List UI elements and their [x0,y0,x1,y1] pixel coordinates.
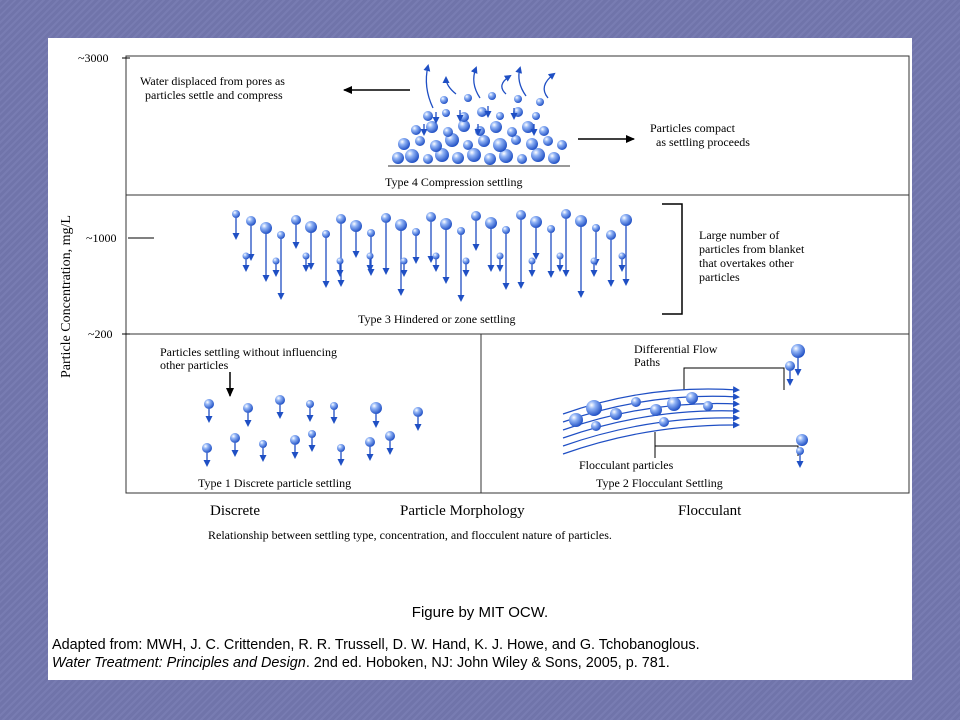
particle [575,215,587,227]
adapted-line-2 [52,654,912,672]
particle [337,444,345,452]
slide [48,38,912,680]
particle [531,148,545,162]
particle [478,135,490,147]
figure-caption: Relationship between settling type, concentration, and flocculent nature of particles. [208,528,612,542]
type1-panel [160,345,423,490]
particle [650,404,662,416]
type4-panel [140,66,750,189]
particle [305,221,317,233]
particle [308,430,316,438]
particle [457,227,465,235]
adapted-publication: . 2nd ed. Hoboken, NJ: John Wiley & Sons, 2005, p. 781. [305,655,670,671]
particle [259,440,267,448]
adapted-citation [52,636,912,672]
particle [557,140,567,150]
particle [405,149,419,163]
particle [413,407,423,417]
particle [463,258,470,265]
type3-label-4: particles [699,270,740,284]
type1-particles [202,395,423,465]
particle [536,98,544,106]
water-path [474,68,480,98]
particle [401,258,408,265]
particle [365,437,375,447]
particle [367,253,374,260]
particle [411,125,421,135]
particle [330,402,338,410]
type4-title: Type 4 Compression settling [385,175,523,189]
particle [350,220,362,232]
particle [385,431,395,441]
particle [467,148,481,162]
particle [557,253,564,260]
particle [275,395,285,405]
y-tick-3000: ~3000 [78,51,109,65]
particle [303,253,310,260]
particle [543,136,553,146]
particle [202,443,212,453]
particle [517,154,527,164]
type2-label-flow-2: Paths [634,355,661,369]
particle [291,215,301,225]
particle [430,140,442,152]
particle [475,126,485,136]
particle [606,230,616,240]
particle [232,210,240,218]
type2-particles [569,344,808,466]
particle [591,258,598,265]
type2-flow-paths [563,389,738,454]
particle [529,258,536,265]
particle [277,231,285,239]
particle [306,400,314,408]
type3-panel [232,204,805,326]
particle [561,209,571,219]
type3-title: Type 3 Hindered or zone settling [358,312,516,326]
particle [392,152,404,164]
particle [484,153,496,165]
particle [440,218,452,230]
particle [485,217,497,229]
particle [686,392,698,404]
particle [507,127,517,137]
y-tick-1000: ~1000 [86,231,117,245]
particle [412,228,420,236]
particle [290,435,300,445]
particle [204,399,214,409]
particle [398,138,410,150]
particle [440,96,448,104]
particle [477,107,487,117]
particle [619,253,626,260]
x-axis-left: Discrete [210,503,260,519]
particle [370,402,382,414]
particle [532,112,540,120]
particle [502,226,510,234]
water-path [426,66,433,108]
particle [443,127,453,137]
particle [526,138,538,150]
type2-label-flow-1: Differential Flow [634,342,718,356]
type3-label-1: Large number of [699,228,780,242]
particle [230,433,240,443]
x-axis-right: Flocculant [678,503,742,519]
particle [530,216,542,228]
particle [610,408,622,420]
particle [442,109,450,117]
particle [796,447,804,455]
particle [423,111,433,121]
x-axis-center: Particle Morphology [400,503,525,519]
particle [496,112,504,120]
type2-floc-bracket [655,432,798,456]
particle [395,219,407,231]
particle [426,121,438,133]
y-axis-label: Particle Concentration, mg/L [59,215,74,378]
type3-bracket [662,204,682,314]
particle [514,95,522,103]
type2-title: Type 2 Flocculant Settling [596,476,723,490]
particle [426,212,436,222]
particle [243,403,253,413]
particle [547,225,555,233]
particle [493,138,507,152]
type1-label-2: other particles [160,358,229,372]
particle [785,361,795,371]
particle [464,94,472,102]
type4-label-right-1: Particles compact [650,121,735,135]
particle [260,222,272,234]
particle [452,152,464,164]
particle [243,253,250,260]
particle [367,229,375,237]
particle [522,121,534,133]
type1-title: Type 1 Discrete particle settling [198,476,352,490]
particle [631,397,641,407]
particle [586,400,602,416]
type2-label-floc: Flocculant particles [579,458,674,472]
water-path [519,68,526,96]
type3-label-2: particles from blanket [699,242,805,256]
water-path [544,74,554,98]
particle [433,253,440,260]
particle [336,214,346,224]
type1-label-1: Particles settling without influencing [160,345,337,359]
particle [471,211,481,221]
water-path [502,76,510,94]
particle [796,434,808,446]
y-tick-200: ~200 [88,327,113,341]
particle [591,421,601,431]
type4-particles [392,66,567,165]
particle [516,210,526,220]
particle [273,258,280,265]
type2-flow-bracket [684,368,784,390]
particle [791,344,805,358]
type3-label-3: that overtakes other [699,256,794,270]
water-path [446,78,456,94]
particle [423,154,433,164]
particle [592,224,600,232]
particle [490,121,502,133]
particle [246,216,256,226]
settling-diagram [48,38,912,568]
particle [415,136,425,146]
particle [548,152,560,164]
figure-credit: Figure by MIT OCW. [411,604,549,621]
adapted-line-1: Adapted from: MWH, J. C. Crittenden, R. R. Trussell, D. W. Hand, K. J. Howe, and G. Tchobanoglous. [52,637,700,653]
particle [703,401,713,411]
particle [659,417,669,427]
type4-label-left-1: Water displaced from pores as [140,74,285,88]
particle [322,230,330,238]
type4-label-left-2: particles settle and compress [145,88,283,102]
particle [569,413,583,427]
adapted-book-title: Water Treatment: Principles and Design [52,655,306,671]
particle [667,397,681,411]
type2-panel [563,342,808,490]
particle [337,258,344,265]
type3-particles [232,209,632,300]
type4-label-right-2: as settling proceeds [656,135,750,149]
particle [620,214,632,226]
particle [488,92,496,100]
panel-frame [126,56,909,493]
particle [381,213,391,223]
particle [463,140,473,150]
particle [497,253,504,260]
y-ticks [78,51,154,341]
particle [539,126,549,136]
